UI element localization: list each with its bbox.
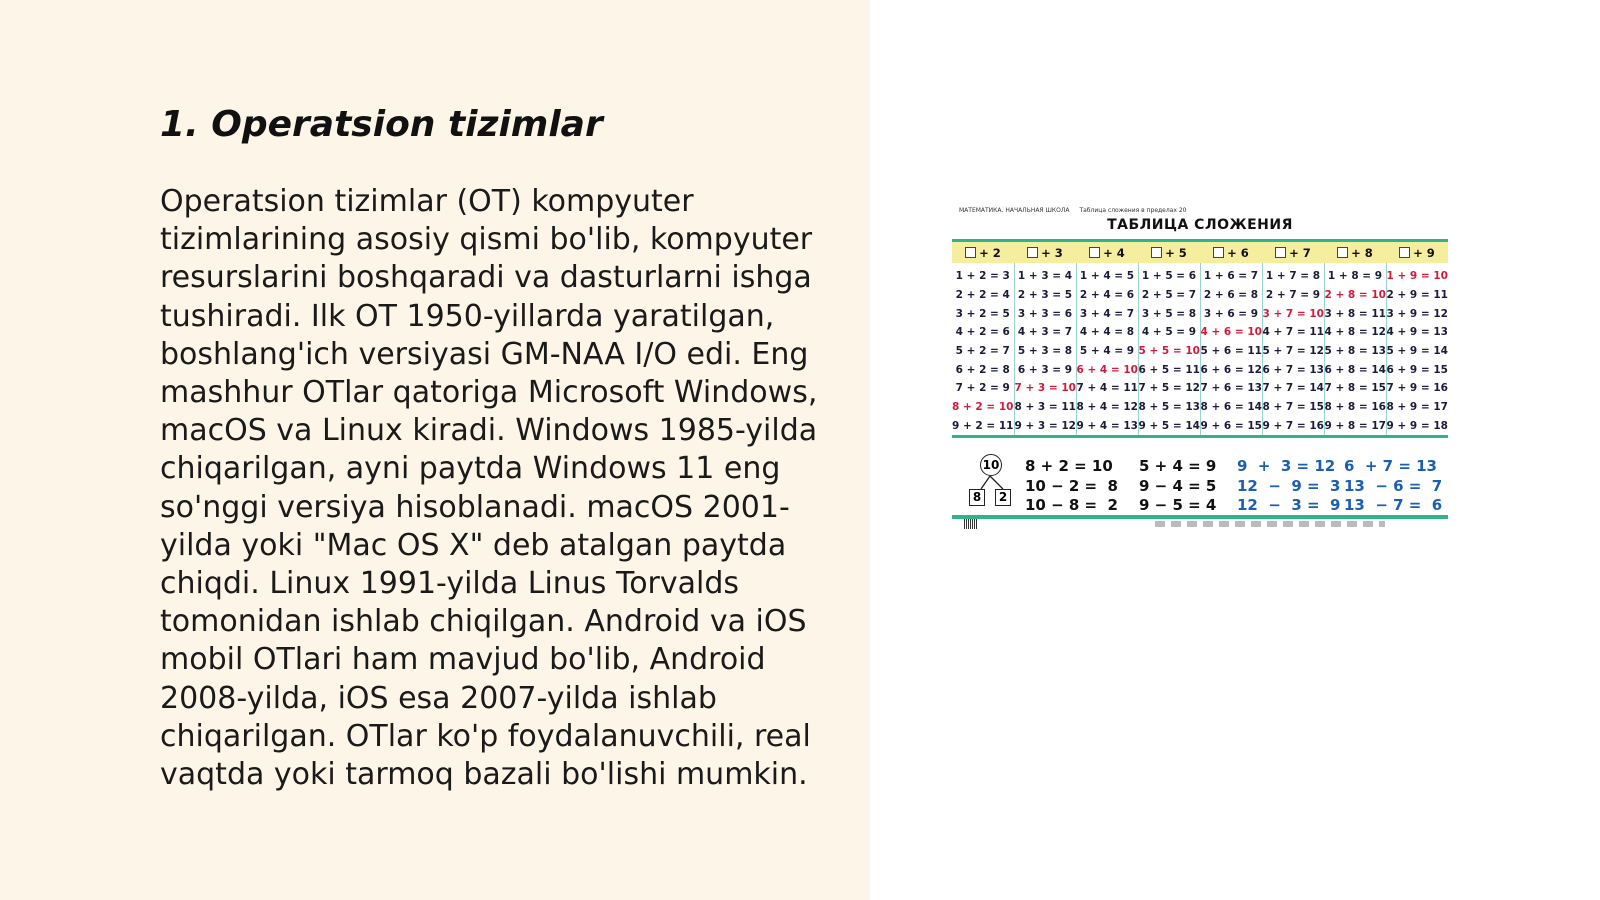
table-cell: 6 + 9 = 15 bbox=[1386, 360, 1448, 379]
table-row bbox=[952, 323, 1448, 342]
examples-section bbox=[952, 451, 1448, 519]
table-cell: 7 + 4 = 11 bbox=[1076, 379, 1138, 398]
barcode-icon bbox=[964, 519, 978, 529]
table-cell: 2 + 2 = 4 bbox=[955, 289, 1010, 302]
table-cell: 9 + 9 = 18 bbox=[1386, 417, 1448, 436]
table-cell: 2 + 9 = 11 bbox=[1386, 286, 1448, 305]
example-equation: 10 − 8 = 2 bbox=[1025, 496, 1118, 514]
table-cell: 3 + 6 = 9 bbox=[1200, 304, 1262, 323]
poster-series-label: МАТЕМАТИКА. НАЧАЛЬНАЯ ШКОЛА bbox=[959, 207, 1070, 214]
table-cell: 9 + 5 = 14 bbox=[1138, 417, 1200, 436]
table-cell: 3 + 9 = 12 bbox=[1386, 304, 1448, 323]
table-row bbox=[952, 379, 1448, 398]
column-header bbox=[952, 242, 1014, 263]
table-cell: 9 + 7 = 16 bbox=[1262, 417, 1324, 436]
table-cell: 1 + 5 = 6 bbox=[1138, 263, 1200, 286]
checkbox-square-icon bbox=[1213, 247, 1224, 258]
table-cell: 5 + 9 = 14 bbox=[1386, 342, 1448, 361]
table-cell: 9 + 4 = 13 bbox=[1076, 417, 1138, 436]
table-cell: 4 + 6 = 10 bbox=[1200, 323, 1262, 342]
checkbox-square-icon bbox=[1027, 247, 1038, 258]
slide-body-text: Operatsion tizimlar (OT) kompyuter tizimlarining asosiy qismi bo'lib, kompyuter resurslarini boshqaradi va dasturlarni ishga tushiradi. Ilk OT 1950-yillarda yaratilgan, boshlang'ich versiyasi GM-NAA I/O edi. Eng mashhur OTlar qatoriga Microsoft Windows, macOS va Linux kiradi. Windows 1985-yilda chiqarilgan, ayni paytda Windows 11 eng so'nggi versiya hisoblanadi. macOS 2001-yilda yoki "Mac OS X" deb atalgan paytda chiqdi. Linux 1991-yilda Linus Torvalds tomonidan ishlab chiqilgan. Android va iOS mobil OTlari ham mavjud bo'lib, Android 2008-yilda, iOS esa 2007-yilda ishlab chiqarilgan. OTlar ko'p foydalanuvchili, real vaqtda yoki tarmoq bazali bo'lishi mumkin. bbox=[160, 184, 818, 793]
poster-fineprint bbox=[1155, 521, 1385, 527]
table-cell: 6 + 2 = 8 bbox=[955, 363, 1010, 376]
example-equation: 8 + 2 = 10 bbox=[1025, 457, 1113, 475]
column-header bbox=[1324, 242, 1386, 263]
table-cell: 1 + 6 = 7 bbox=[1200, 263, 1262, 286]
example-equation: 9 + 3 = 12 bbox=[1237, 457, 1336, 475]
poster-subtitle-label: Таблица сложения в пределах 20 bbox=[1079, 207, 1187, 214]
table-cell: 1 + 8 = 9 bbox=[1324, 263, 1386, 286]
column-header bbox=[1076, 242, 1138, 263]
table-cell: 8 + 6 = 14 bbox=[1200, 398, 1262, 417]
table-row bbox=[952, 342, 1448, 361]
poster-title: ТАБЛИЦА СЛОЖЕНИЯ bbox=[1107, 217, 1293, 233]
column-header-label: + 5 bbox=[1165, 245, 1187, 260]
table-cell: 5 + 3 = 8 bbox=[1014, 342, 1076, 361]
table-cell: 4 + 4 = 8 bbox=[1076, 323, 1138, 342]
table-cell: 9 + 3 = 12 bbox=[1014, 417, 1076, 436]
checkbox-square-icon bbox=[1151, 247, 1162, 258]
example-equation: 13 − 6 = 7 bbox=[1344, 476, 1443, 495]
table-row bbox=[952, 417, 1448, 436]
column-header-label: + 7 bbox=[1289, 245, 1311, 260]
checkbox-square-icon bbox=[1089, 247, 1100, 258]
column-header bbox=[1262, 242, 1324, 263]
table-cell: 5 + 2 = 7 bbox=[955, 345, 1010, 358]
addition-table bbox=[952, 242, 1448, 435]
table-cell: 8 + 3 = 11 bbox=[1014, 398, 1076, 417]
decomposition-branch-lines bbox=[974, 476, 1014, 490]
addition-table-poster bbox=[950, 203, 1450, 548]
table-cell: 1 + 3 = 4 bbox=[1014, 263, 1076, 286]
table-cell: 6 + 4 = 10 bbox=[1076, 360, 1138, 379]
table-cell: 3 + 5 = 8 bbox=[1138, 304, 1200, 323]
table-cell: 2 + 5 = 7 bbox=[1138, 286, 1200, 305]
column-header-label: + 9 bbox=[1413, 245, 1435, 260]
table-cell: 6 + 7 = 13 bbox=[1262, 360, 1324, 379]
column-header-label: + 6 bbox=[1227, 245, 1249, 260]
table-cell: 5 + 8 = 13 bbox=[1324, 342, 1386, 361]
table-cell: 7 + 5 = 12 bbox=[1138, 379, 1200, 398]
table-cell: 6 + 6 = 12 bbox=[1200, 360, 1262, 379]
table-cell: 1 + 2 = 3 bbox=[955, 270, 1010, 283]
table-cell: 7 + 3 = 10 bbox=[1014, 379, 1076, 398]
example-equation: 9 − 5 = 4 bbox=[1139, 496, 1217, 514]
table-cell: 8 + 7 = 15 bbox=[1262, 398, 1324, 417]
table-cell: 1 + 7 = 8 bbox=[1262, 263, 1324, 286]
table-cell: 7 + 8 = 15 bbox=[1324, 379, 1386, 398]
table-cell: 5 + 6 = 11 bbox=[1200, 342, 1262, 361]
poster-header-small bbox=[959, 207, 1194, 214]
example-equation: 12 − 3 = 9 bbox=[1237, 496, 1341, 514]
example-column bbox=[1025, 457, 1118, 516]
column-header bbox=[1138, 242, 1200, 263]
decomposition-whole-circle: 10 bbox=[980, 454, 1002, 476]
table-cell: 6 + 3 = 9 bbox=[1014, 360, 1076, 379]
table-cell: 2 + 3 = 5 bbox=[1014, 286, 1076, 305]
table-cell: 5 + 5 = 10 bbox=[1138, 342, 1200, 361]
table-cell: 7 + 7 = 14 bbox=[1262, 379, 1324, 398]
table-cell: 3 + 7 = 10 bbox=[1262, 304, 1324, 323]
example-column bbox=[1237, 457, 1340, 516]
table-cell: 4 + 3 = 7 bbox=[1014, 323, 1076, 342]
table-cell: 2 + 4 = 6 bbox=[1076, 286, 1138, 305]
example-equation: 5 + 4 = 9 bbox=[1139, 457, 1217, 475]
table-cell: 4 + 9 = 13 bbox=[1386, 323, 1448, 342]
table-cell: 6 + 8 = 14 bbox=[1324, 360, 1386, 379]
table-cell: 8 + 5 = 13 bbox=[1138, 398, 1200, 417]
table-cell: 8 + 4 = 12 bbox=[1076, 398, 1138, 417]
table-cell: 3 + 3 = 6 bbox=[1014, 304, 1076, 323]
table-cell: 2 + 8 = 10 bbox=[1324, 286, 1386, 305]
table-cell: 7 + 6 = 13 bbox=[1200, 379, 1262, 398]
table-cell: 5 + 4 = 9 bbox=[1076, 342, 1138, 361]
table-cell: 2 + 7 = 9 bbox=[1262, 286, 1324, 305]
example-column bbox=[1344, 457, 1442, 516]
table-cell: 8 + 9 = 17 bbox=[1386, 398, 1448, 417]
example-equation: 9 − 4 = 5 bbox=[1139, 476, 1217, 495]
column-header-label: + 3 bbox=[1041, 245, 1063, 260]
table-cell: 7 + 2 = 9 bbox=[955, 382, 1010, 395]
table-cell: 3 + 4 = 7 bbox=[1076, 304, 1138, 323]
table-cell: 1 + 9 = 10 bbox=[1386, 263, 1448, 286]
table-row bbox=[952, 360, 1448, 379]
column-header-label: + 2 bbox=[979, 245, 1001, 260]
table-cell: 2 + 6 = 8 bbox=[1200, 286, 1262, 305]
addition-table-body bbox=[952, 263, 1448, 435]
table-cell: 4 + 5 = 9 bbox=[1138, 323, 1200, 342]
table-cell: 4 + 7 = 11 bbox=[1262, 323, 1324, 342]
addition-grid bbox=[952, 239, 1448, 438]
table-cell: 6 + 5 = 11 bbox=[1138, 360, 1200, 379]
table-cell: 3 + 2 = 5 bbox=[955, 307, 1010, 320]
checkbox-square-icon bbox=[1275, 247, 1286, 258]
example-equation: 13 − 7 = 6 bbox=[1344, 496, 1443, 514]
checkbox-square-icon bbox=[1399, 247, 1410, 258]
table-cell: 8 + 8 = 16 bbox=[1324, 398, 1386, 417]
example-equation: 10 − 2 = 8 bbox=[1025, 476, 1118, 495]
table-row bbox=[952, 263, 1448, 286]
checkbox-square-icon bbox=[1337, 247, 1348, 258]
table-row bbox=[952, 398, 1448, 417]
decomposition-part-a-box: 8 bbox=[969, 489, 985, 506]
column-header bbox=[1386, 242, 1448, 263]
column-header-label: + 8 bbox=[1351, 245, 1373, 260]
addition-table-header-row bbox=[952, 242, 1448, 263]
example-equation: 12 − 9 = 3 bbox=[1237, 476, 1341, 495]
table-cell: 9 + 2 = 11 bbox=[952, 419, 1014, 432]
checkbox-square-icon bbox=[965, 247, 976, 258]
column-header bbox=[1014, 242, 1076, 263]
table-cell: 8 + 2 = 10 bbox=[952, 401, 1014, 414]
table-cell: 4 + 8 = 12 bbox=[1324, 323, 1386, 342]
table-cell: 3 + 8 = 11 bbox=[1324, 304, 1386, 323]
table-cell: 7 + 9 = 16 bbox=[1386, 379, 1448, 398]
decomposition-part-b-box: 2 bbox=[995, 489, 1011, 506]
column-header-label: + 4 bbox=[1103, 245, 1125, 260]
example-equation: 6 + 7 = 13 bbox=[1344, 457, 1437, 475]
table-row bbox=[952, 286, 1448, 305]
example-column bbox=[1139, 457, 1216, 516]
slide-title: 1. Operatsion tizimlar bbox=[160, 104, 603, 145]
table-cell: 4 + 2 = 6 bbox=[955, 326, 1010, 339]
table-cell: 1 + 4 = 5 bbox=[1076, 263, 1138, 286]
table-cell: 5 + 7 = 12 bbox=[1262, 342, 1324, 361]
column-header bbox=[1200, 242, 1262, 263]
table-row bbox=[952, 304, 1448, 323]
table-cell: 9 + 8 = 17 bbox=[1324, 417, 1386, 436]
table-cell: 9 + 6 = 15 bbox=[1200, 417, 1262, 436]
